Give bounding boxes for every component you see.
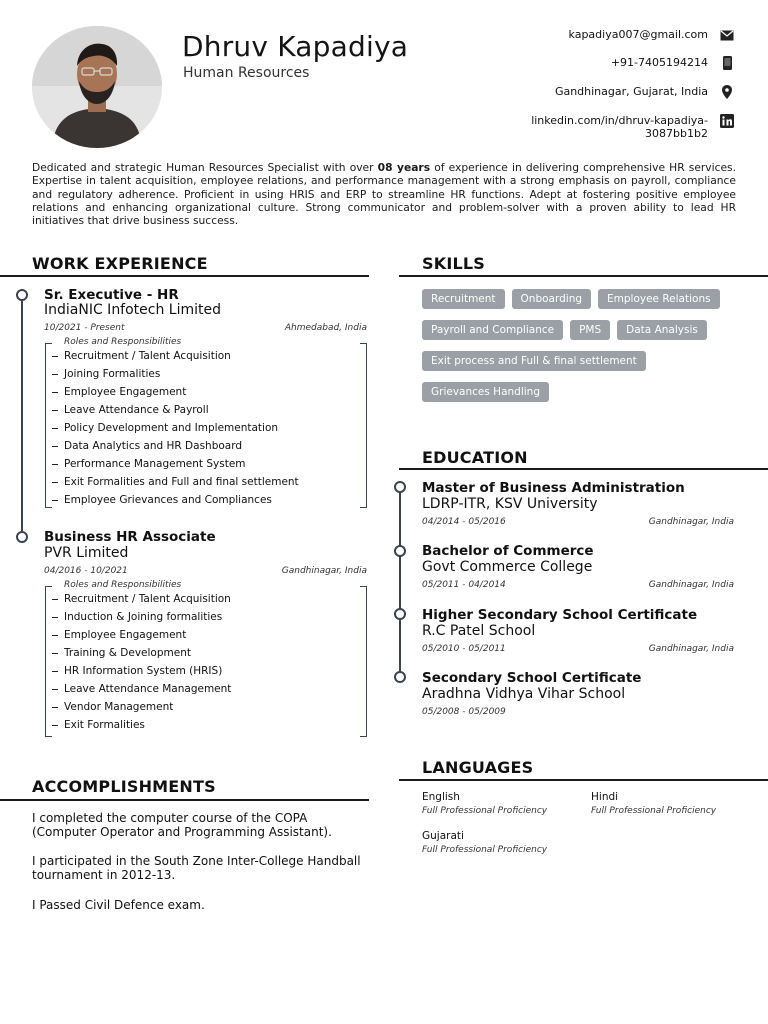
education-degree: Master of Business Administration	[422, 480, 685, 496]
list-item: Employee Engagement	[52, 385, 299, 403]
language-level: Full Professional Proficiency	[422, 845, 548, 855]
timeline-dot	[394, 545, 406, 557]
list-item: HR Information System (HRIS)	[52, 664, 231, 682]
timeline-line	[399, 493, 401, 677]
timeline-dot	[16, 289, 28, 301]
skill-row	[422, 351, 752, 371]
list-item: Employee Grievances and Compliances	[52, 493, 299, 511]
list-item: Training & Development	[52, 646, 231, 664]
list-item: Exit Formalities	[52, 718, 231, 736]
list-item: Employee Engagement	[52, 628, 231, 646]
job-company: PVR Limited	[44, 545, 129, 561]
timeline-dot	[394, 671, 406, 683]
contact-phone-text: +91-7405194214	[610, 56, 708, 69]
person-portrait-icon	[32, 26, 162, 148]
education-school: R.C Patel School	[422, 623, 536, 639]
summary-text-1: Dedicated and strategic Human Resources Specialist with over	[32, 161, 378, 174]
job-title: Business HR Associate	[44, 529, 216, 545]
skills-list	[422, 289, 752, 413]
education-location: Gandhinagar, India	[648, 580, 734, 590]
section-rule-skills	[399, 275, 768, 277]
skill-row	[422, 320, 752, 340]
education-school: LDRP-ITR, KSV University	[422, 496, 598, 512]
skill-chip: Onboarding	[512, 289, 591, 309]
list-item: Performance Management System	[52, 457, 299, 475]
accomplishment-item: I Passed Civil Defence exam.	[32, 898, 205, 912]
education-degree: Secondary School Certificate	[422, 670, 642, 686]
skill-chip: Data Analysis	[617, 320, 707, 340]
section-rule-education	[399, 468, 768, 470]
summary-years: 08 years	[377, 161, 431, 174]
section-rule-accomplishments	[0, 799, 369, 801]
contact-email[interactable]	[569, 28, 734, 42]
list-item: Joining Formalities	[52, 367, 299, 385]
skill-row	[422, 289, 752, 309]
education-dates: 04/2014 - 05/2016	[422, 517, 506, 527]
job-location: Ahmedabad, India	[284, 323, 367, 333]
job-dates: 04/2016 - 10/2021	[44, 566, 128, 576]
accomplishment-item: I participated in the South Zone Inter-College Handball tournament in 2012-13.	[32, 854, 361, 882]
job-dates: 10/2021 - Present	[44, 323, 125, 333]
list-bracket-left	[45, 343, 52, 508]
education-location: Gandhinagar, India	[648, 517, 734, 527]
section-title-languages: LANGUAGES	[422, 758, 534, 777]
job-responsibilities	[52, 349, 299, 511]
candidate-name: Dhruv Kapadiya	[182, 30, 409, 63]
language-name: Gujarati	[422, 830, 464, 842]
list-bracket-right	[360, 343, 367, 508]
timeline-line	[21, 300, 23, 532]
list-item: Vendor Management	[52, 700, 231, 718]
contact-location	[555, 85, 734, 99]
roles-heading: Roles and Responsibilities	[64, 337, 182, 347]
contact-location-text: Gandhinagar, Gujarat, India	[554, 85, 708, 98]
list-item: Recruitment / Talent Acquisition	[52, 592, 231, 610]
skill-chip: Exit process and Full & final settlement	[422, 351, 646, 371]
list-item: Data Analytics and HR Dashboard	[52, 439, 299, 457]
education-school: Govt Commerce College	[422, 559, 593, 575]
section-rule-work	[0, 275, 369, 277]
skill-chip: Employee Relations	[598, 289, 720, 309]
job-responsibilities	[52, 592, 231, 736]
job-location: Gandhinagar, India	[281, 566, 367, 576]
job-title: Sr. Executive - HR	[44, 287, 179, 303]
education-degree: Bachelor of Commerce	[422, 543, 594, 559]
skill-chip: Payroll and Compliance	[422, 320, 563, 340]
envelope-icon	[720, 28, 734, 42]
contact-email-text: kapadiya007@gmail.com	[568, 28, 708, 41]
skill-chip: Recruitment	[422, 289, 505, 309]
list-item: Leave Attendance Management	[52, 682, 231, 700]
education-degree: Higher Secondary School Certificate	[422, 607, 698, 623]
contact-linkedin[interactable]	[531, 114, 734, 140]
skill-row	[422, 382, 752, 402]
timeline-dot	[394, 481, 406, 493]
accomplishment-item: I completed the computer course of the COPA (Computer Operator and Programming Assistant).	[32, 811, 332, 839]
list-bracket-left	[45, 586, 52, 737]
section-title-skills: SKILLS	[422, 254, 485, 273]
list-item: Induction & Joining formalities	[52, 610, 231, 628]
timeline-dot	[16, 531, 28, 543]
candidate-role: Human Resources	[183, 65, 310, 81]
section-title-education: EDUCATION	[422, 448, 528, 467]
contact-linkedin-text: linkedin.com/in/dhruv-kapadiya- 3087bb1b2	[531, 114, 708, 140]
summary-text-2: of experience in delivering comprehensive HR services. Expertise in talent acquisition, employee relations, and performance management with a strong emphasis on payroll, compliance and regulatory adherence. Proficient in using HRIS and ERP to streamline HR functions. Adept at fostering positive employee relations and enhancing organizational culture. Strong communicator and problem-solver with a proven ability to lead HR initiatives that drive business success.	[32, 161, 736, 228]
profile-summary	[32, 161, 736, 227]
education-dates: 05/2011 - 04/2014	[422, 580, 506, 590]
list-item: Recruitment / Talent Acquisition	[52, 349, 299, 367]
timeline-dot	[394, 608, 406, 620]
education-school: Aradhna Vidhya Vihar School	[422, 686, 626, 702]
education-dates: 05/2010 - 05/2011	[422, 644, 506, 654]
skill-chip: PMS	[570, 320, 610, 340]
contact-phone[interactable]	[611, 56, 734, 70]
job-company: IndiaNIC Infotech Limited	[44, 302, 222, 318]
profile-photo	[32, 26, 162, 148]
phone-icon	[720, 56, 734, 70]
linkedin-icon	[720, 114, 734, 128]
section-title-accomplishments: ACCOMPLISHMENTS	[32, 777, 216, 796]
language-level: Full Professional Proficiency	[591, 806, 717, 816]
language-name: English	[422, 791, 460, 803]
education-dates: 05/2008 - 05/2009	[422, 707, 506, 717]
skill-chip: Grievances Handling	[422, 382, 549, 402]
roles-heading: Roles and Responsibilities	[64, 580, 182, 590]
section-rule-languages	[399, 779, 768, 781]
list-item: Exit Formalities and Full and final settlement	[52, 475, 299, 493]
location-pin-icon	[720, 85, 734, 99]
list-bracket-right	[360, 586, 367, 737]
language-name: Hindi	[591, 791, 619, 803]
list-item: Leave Attendance & Payroll	[52, 403, 299, 421]
education-location: Gandhinagar, India	[648, 644, 734, 654]
section-title-work: WORK EXPERIENCE	[32, 254, 208, 273]
language-level: Full Professional Proficiency	[422, 806, 548, 816]
list-item: Policy Development and Implementation	[52, 421, 299, 439]
